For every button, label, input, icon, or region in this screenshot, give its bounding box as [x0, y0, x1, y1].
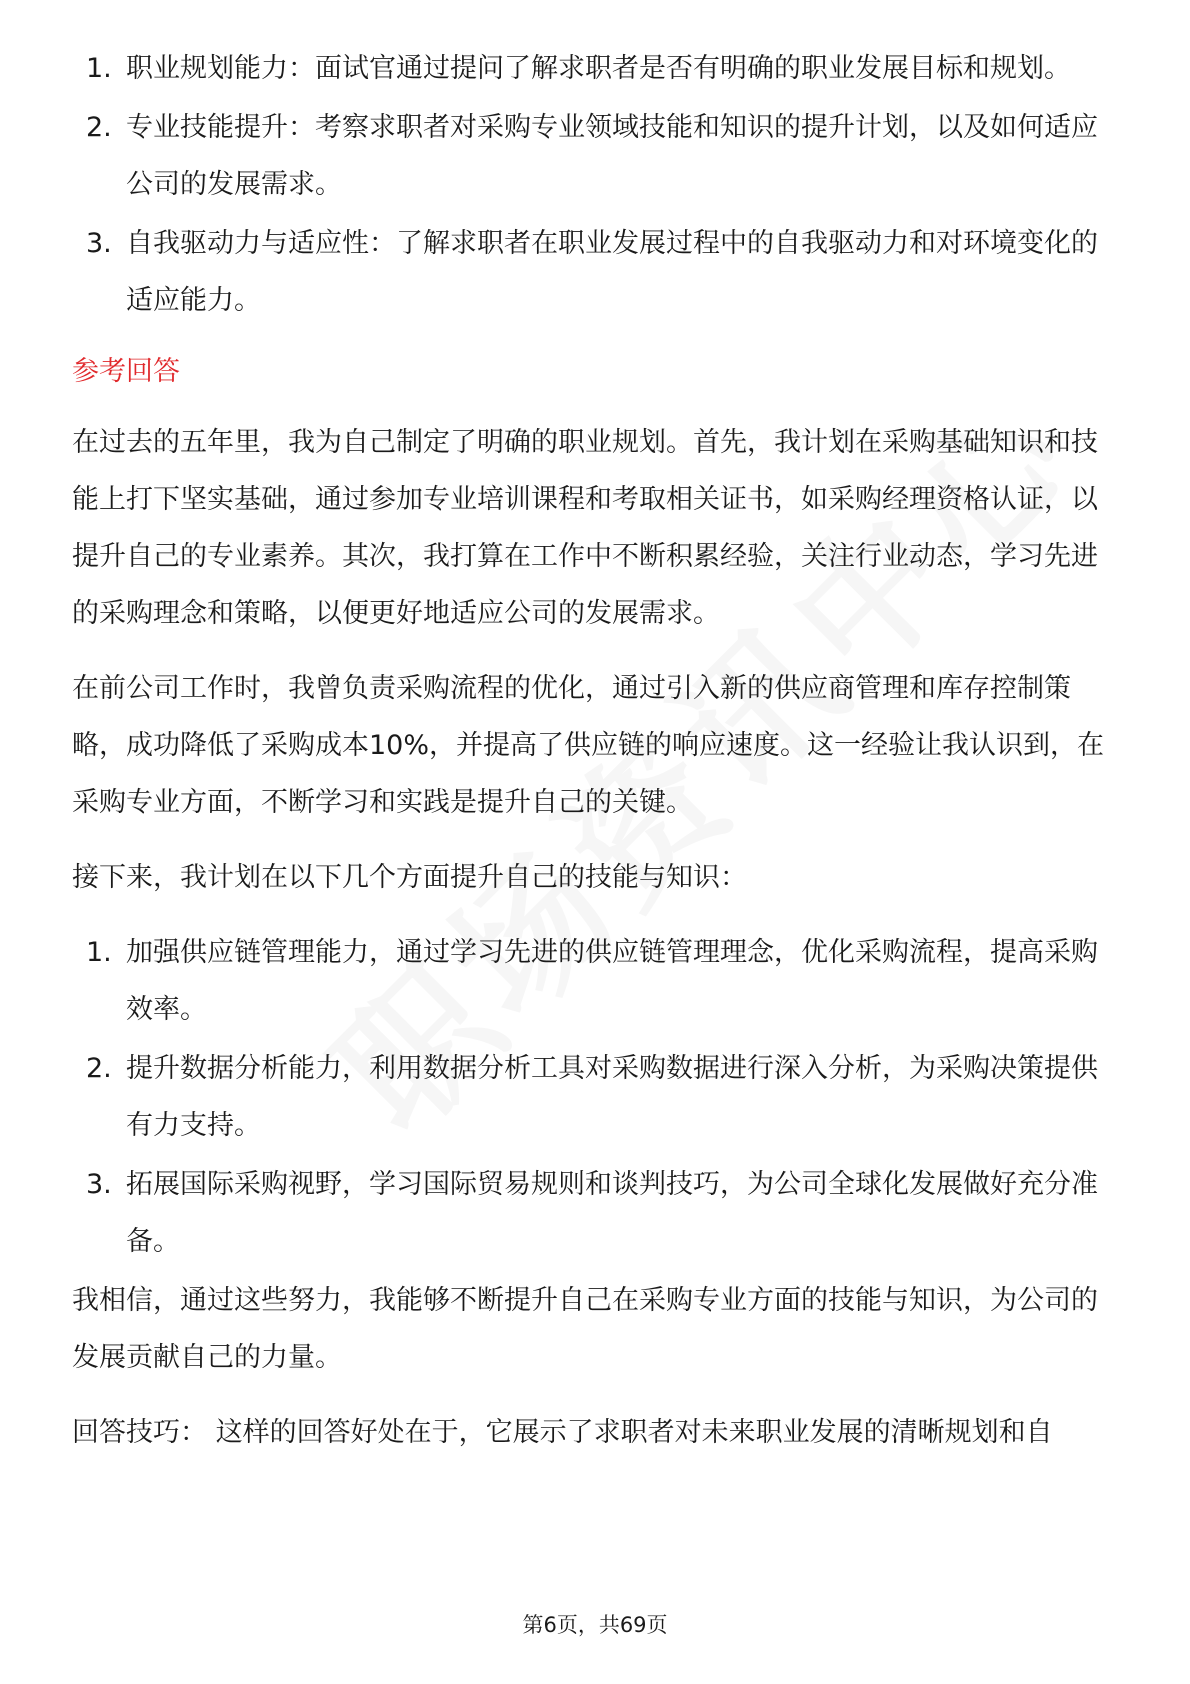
page-content — [72, 40, 1118, 1479]
list-item — [72, 215, 1118, 329]
answer-paragraph: 在前公司工作时，我曾负责采购流程的优化，通过引入新的供应商管理和库存控制策略，成功降低了采购成本10%，并提高了供应链的响应速度。这一经验让我认识到，在采购专业方面，不断学习和实践是提升自己的关键。 — [72, 673, 1105, 818]
answer-paragraph: 在过去的五年里，我为自己制定了明确的职业规划。首先，我计划在采购基础知识和技能上打下坚实基础，通过参加专业培训课程和考取相关证书，如采购经理资格认证，以提升自己的专业素养。其次，我打算在工作中不断积累经验，关注行业动态，学习先进的采购理念和策略，以便更好地适应公司的发展需求。 — [72, 427, 1098, 629]
list-item — [72, 924, 1118, 1038]
list-item — [72, 99, 1118, 213]
list-item — [72, 1040, 1118, 1154]
list-item — [72, 1156, 1118, 1270]
list-item-number: 1. — [86, 53, 112, 84]
closing-paragraph: 我相信，通过这些努力，我能够不断提升自己在采购专业方面的技能与知识，为公司的发展贡献自己的力量。 — [72, 1285, 1098, 1373]
list-item-text: 职业规划能力：面试官通过提问了解求职者是否有明确的职业发展目标和规划。 — [126, 53, 1071, 84]
list-item-number: 2. — [86, 1053, 112, 1084]
page-footer: 第6页，共69页 — [522, 1613, 668, 1637]
list-item-number: 3. — [86, 1169, 112, 1200]
list-item-text: 自我驱动力与适应性：了解求职者在职业发展过程中的自我驱动力和对环境变化的适应能力。 — [126, 228, 1098, 316]
section-heading: 参考回答 — [72, 356, 180, 387]
evaluation-points-list — [72, 40, 1118, 329]
answer-paragraph: 接下来，我计划在以下几个方面提升自己的技能与知识： — [72, 862, 747, 893]
list-item-text: 专业技能提升：考察求职者对采购专业领域技能和知识的提升计划，以及如何适应公司的发展需求。 — [126, 112, 1098, 200]
list-item-number: 1. — [86, 937, 112, 968]
list-item-text: 加强供应链管理能力，通过学习先进的供应链管理理念，优化采购流程，提高采购效率。 — [126, 937, 1098, 1025]
list-item-text: 提升数据分析能力，利用数据分析工具对采购数据进行深入分析，为采购决策提供有力支持。 — [126, 1053, 1098, 1141]
plan-list — [72, 924, 1118, 1270]
list-item-text: 拓展国际采购视野，学习国际贸易规则和谈判技巧，为公司全球化发展做好充分准备。 — [126, 1169, 1098, 1257]
tip-paragraph: 回答技巧： 这样的回答好处在于，它展示了求职者对未来职业发展的清晰规划和自 — [72, 1417, 1053, 1448]
list-item-number: 3. — [86, 228, 112, 259]
list-item — [72, 40, 1118, 97]
list-item-number: 2. — [86, 112, 112, 143]
